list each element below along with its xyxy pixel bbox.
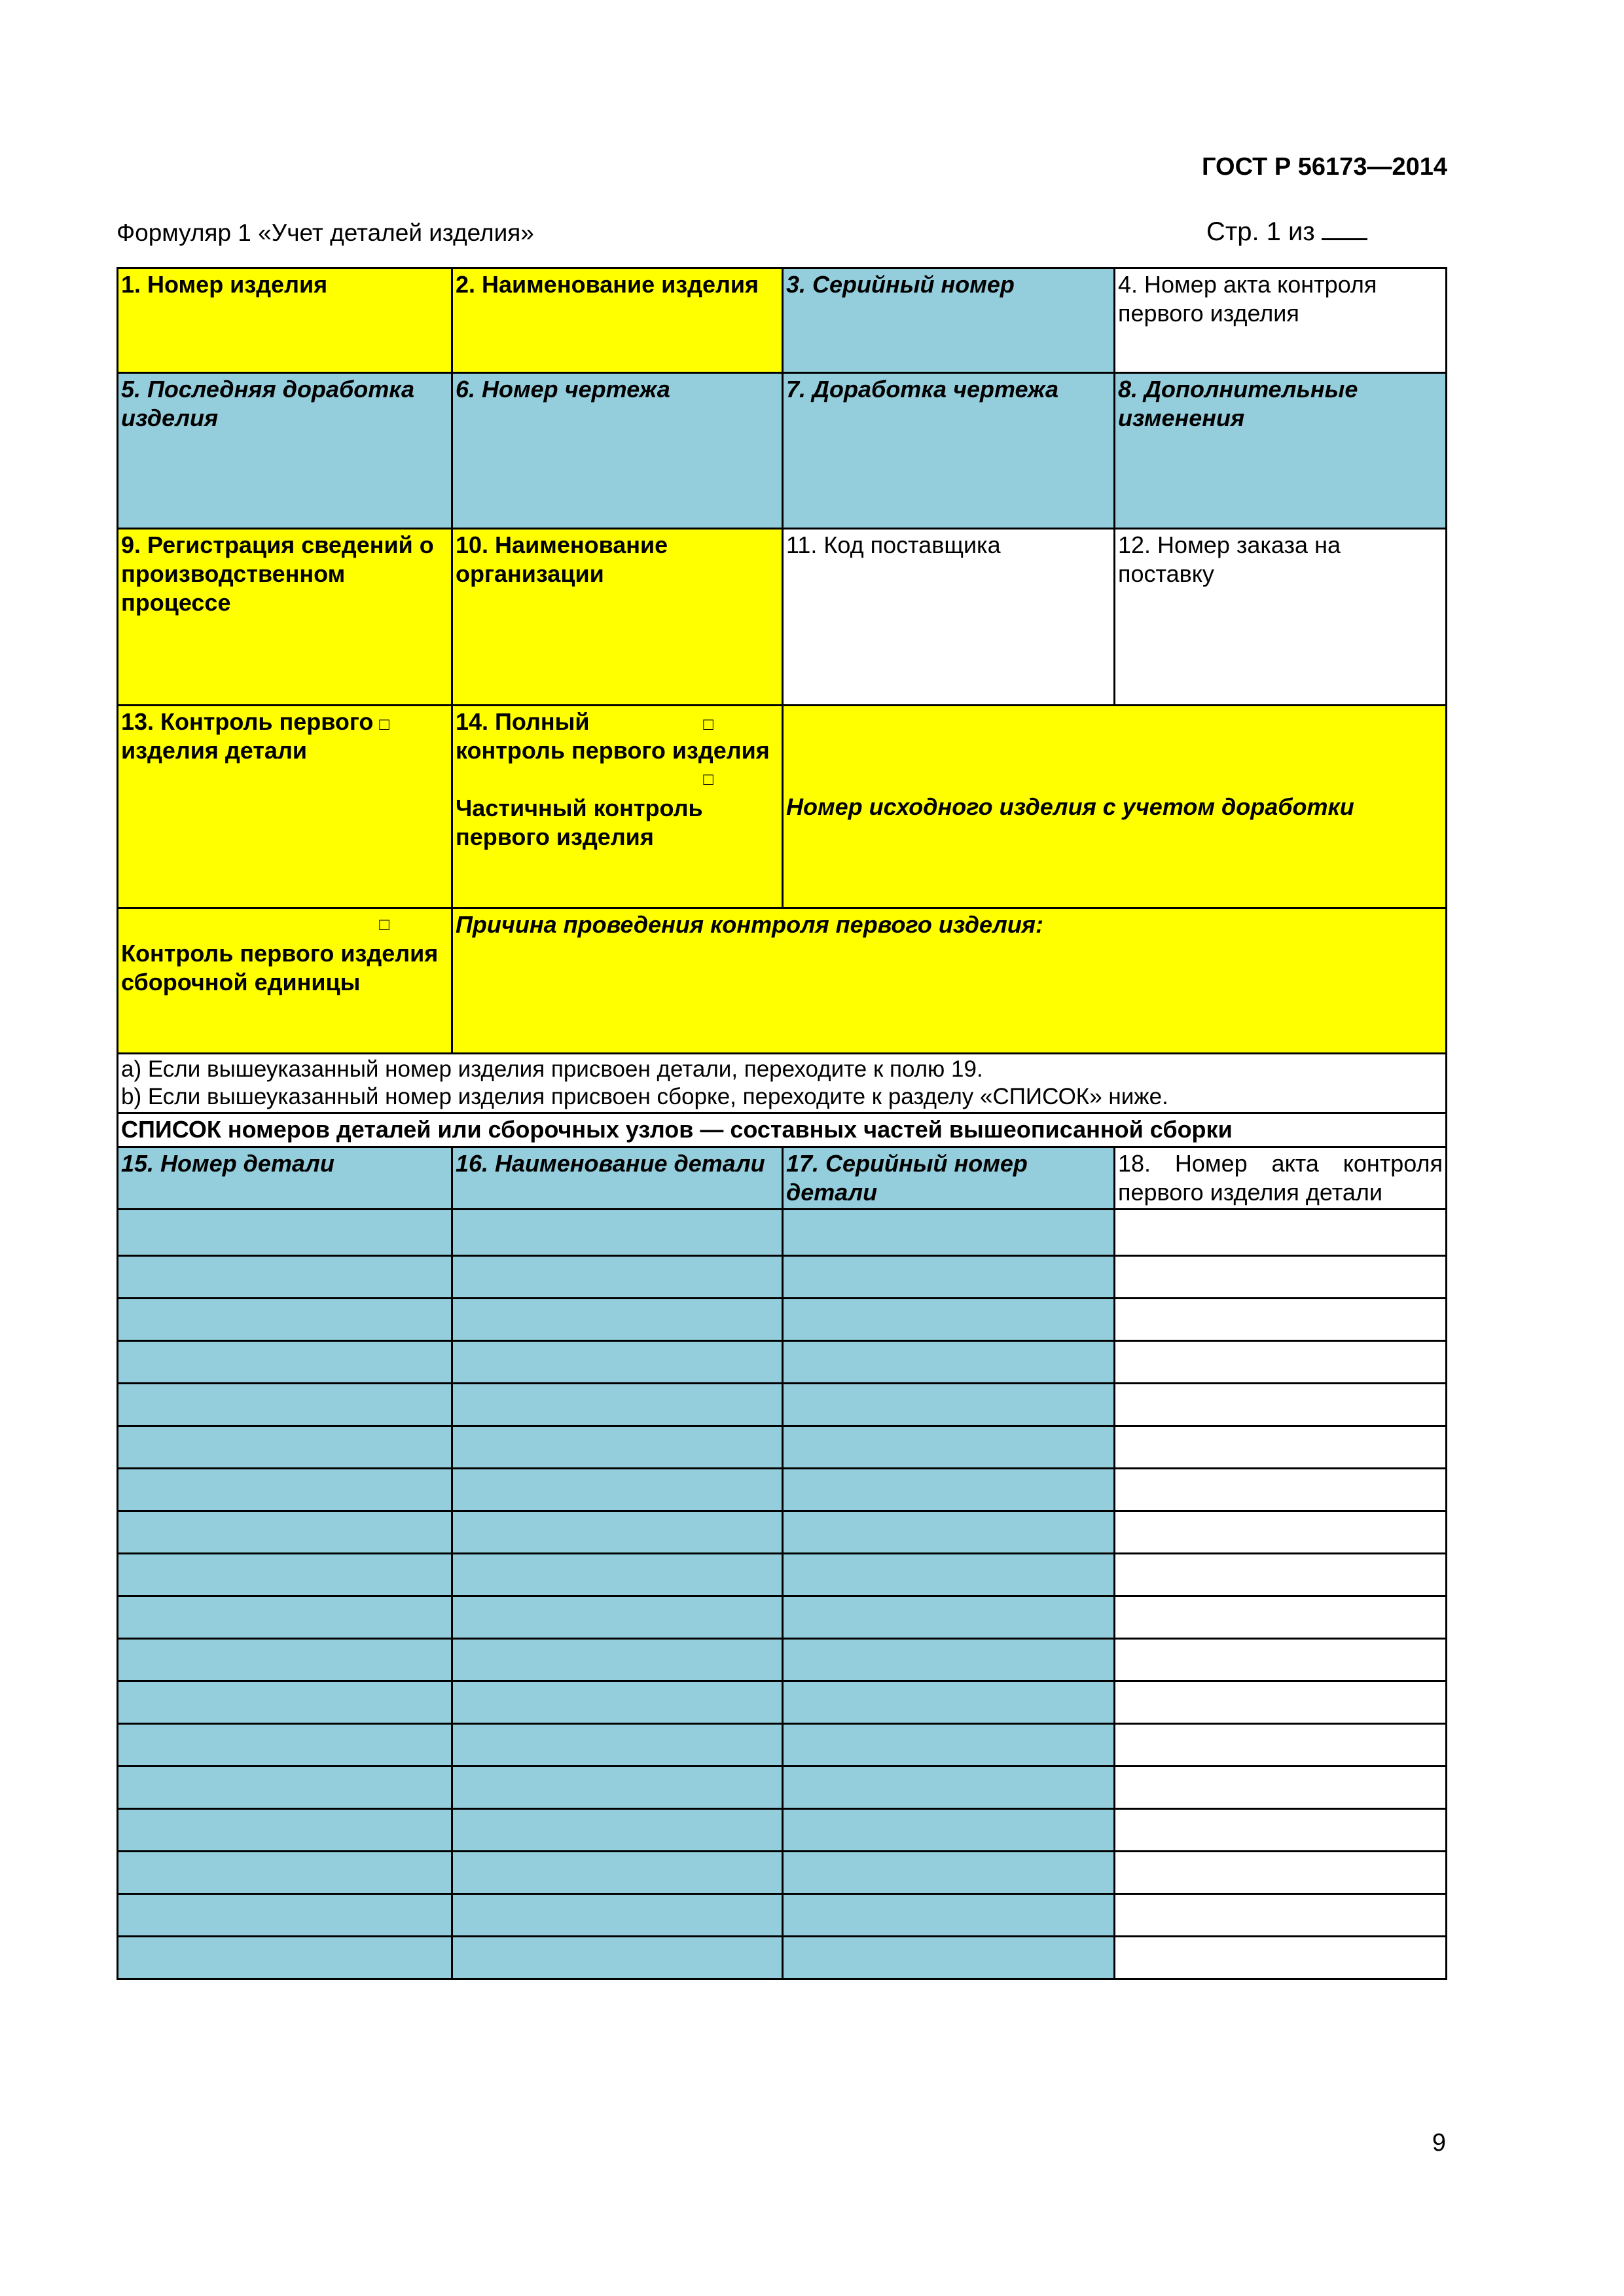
field-14-full-label: 14. Полный контроль первого изделия [456, 708, 770, 764]
checkbox-icon[interactable]: □ [703, 714, 713, 734]
list-cell-part-name[interactable] [452, 1426, 783, 1468]
assembly-fai[interactable] [118, 908, 452, 1054]
list-cell-part-name[interactable] [452, 1553, 783, 1596]
field-1-product-number[interactable]: 1. Номер изделия [118, 268, 452, 373]
list-row [118, 1893, 1447, 1936]
original-product-number[interactable]: Номер исходного изделия с учетом доработки [783, 706, 1447, 908]
form-table [117, 267, 1447, 1980]
document-code: ГОСТ Р 56173—2014 [1202, 153, 1447, 181]
list-row [118, 1209, 1447, 1255]
list-cell-part-number[interactable] [118, 1766, 452, 1808]
col-17-part-serial: 17. Серийный номер детали [783, 1147, 1115, 1210]
list-cell-part-number[interactable] [118, 1681, 452, 1723]
field-14-fai-type[interactable] [452, 706, 783, 908]
form-row-2 [118, 373, 1447, 529]
list-cell-part-name[interactable] [452, 1681, 783, 1723]
field-7-drawing-revision[interactable]: 7. Доработка чертежа [783, 373, 1115, 529]
list-cell-part-number[interactable] [118, 1596, 452, 1638]
list-cell-fai-report[interactable] [1115, 1511, 1447, 1553]
list-row [118, 1681, 1447, 1723]
list-row [118, 1723, 1447, 1766]
form-row-5 [118, 908, 1447, 1054]
list-cell-part-number[interactable] [118, 1340, 452, 1383]
list-cell-part-number[interactable] [118, 1936, 452, 1979]
field-5-last-revision[interactable]: 5. Последняя доработка изделия [118, 373, 452, 529]
list-row [118, 1766, 1447, 1808]
page-total-blank[interactable] [1322, 217, 1367, 240]
list-cell-part-name[interactable] [452, 1936, 783, 1979]
list-row [118, 1511, 1447, 1553]
list-cell-part-name[interactable] [452, 1851, 783, 1893]
instructions [118, 1054, 1447, 1113]
list-title-row [118, 1113, 1447, 1147]
list-cell-part-name[interactable] [452, 1638, 783, 1681]
checkbox-icon[interactable]: □ [379, 914, 389, 934]
field-10-organization-name[interactable]: 10. Наименование организации [452, 529, 783, 706]
list-header-row [118, 1147, 1447, 1210]
list-cell-fai-report[interactable] [1115, 1596, 1447, 1638]
list-row [118, 1468, 1447, 1511]
list-cell-part-serial[interactable] [783, 1340, 1115, 1383]
field-3-serial-number[interactable]: 3. Серийный номер [783, 268, 1115, 373]
list-cell-part-serial[interactable] [783, 1893, 1115, 1936]
list-cell-part-number[interactable] [118, 1383, 452, 1426]
list-cell-part-name[interactable] [452, 1298, 783, 1340]
list-cell-fai-report[interactable] [1115, 1893, 1447, 1936]
assembly-fai-label: Контроль первого изделия сборочной единицы [121, 940, 439, 996]
list-cell-part-name[interactable] [452, 1893, 783, 1936]
list-cell-part-name[interactable] [452, 1596, 783, 1638]
list-cell-fai-report[interactable] [1115, 1468, 1447, 1511]
notes-row [118, 1054, 1447, 1113]
field-4-fai-report-number[interactable]: 4. Номер акта контроля первого изделия [1115, 268, 1447, 373]
list-row [118, 1638, 1447, 1681]
list-cell-fai-report[interactable] [1115, 1851, 1447, 1893]
form-row-1 [118, 268, 1447, 373]
list-cell-fai-report[interactable] [1115, 1681, 1447, 1723]
list-row [118, 1298, 1447, 1340]
list-cell-part-number[interactable] [118, 1298, 452, 1340]
list-cell-part-number[interactable] [118, 1808, 452, 1851]
list-cell-part-serial[interactable] [783, 1723, 1115, 1766]
list-cell-part-number[interactable] [118, 1468, 452, 1511]
list-cell-part-serial[interactable] [783, 1468, 1115, 1511]
list-cell-part-serial[interactable] [783, 1681, 1115, 1723]
list-cell-part-name[interactable] [452, 1511, 783, 1553]
list-cell-fai-report[interactable] [1115, 1723, 1447, 1766]
list-cell-part-name[interactable] [452, 1255, 783, 1298]
list-cell-part-number[interactable] [118, 1851, 452, 1893]
list-cell-part-serial[interactable] [783, 1638, 1115, 1681]
list-row [118, 1596, 1447, 1638]
list-cell-part-number[interactable] [118, 1209, 452, 1255]
list-cell-fai-report[interactable] [1115, 1766, 1447, 1808]
field-2-product-name[interactable]: 2. Наименование изделия [452, 268, 783, 373]
list-cell-part-name[interactable] [452, 1383, 783, 1426]
list-cell-part-name[interactable] [452, 1723, 783, 1766]
list-cell-fai-report[interactable] [1115, 1209, 1447, 1255]
list-cell-part-name[interactable] [452, 1468, 783, 1511]
page-counter [1206, 217, 1367, 247]
list-cell-fai-report[interactable] [1115, 1936, 1447, 1979]
col-16-part-name: 16. Наименование детали [452, 1147, 783, 1210]
list-row [118, 1340, 1447, 1383]
list-cell-fai-report[interactable] [1115, 1255, 1447, 1298]
list-row [118, 1808, 1447, 1851]
field-6-drawing-number[interactable]: 6. Номер чертежа [452, 373, 783, 529]
list-cell-fai-report[interactable] [1115, 1426, 1447, 1468]
list-cell-fai-report[interactable] [1115, 1638, 1447, 1681]
list-cell-part-serial[interactable] [783, 1808, 1115, 1851]
list-cell-part-serial[interactable] [783, 1209, 1115, 1255]
list-cell-fai-report[interactable] [1115, 1553, 1447, 1596]
list-cell-part-name[interactable] [452, 1766, 783, 1808]
list-cell-part-serial[interactable] [783, 1255, 1115, 1298]
list-cell-part-serial[interactable] [783, 1426, 1115, 1468]
list-cell-part-serial[interactable] [783, 1298, 1115, 1340]
list-row [118, 1851, 1447, 1893]
list-row [118, 1936, 1447, 1979]
list-cell-fai-report[interactable] [1115, 1808, 1447, 1851]
list-cell-part-number[interactable] [118, 1723, 452, 1766]
form-title: Формуляр 1 «Учет деталей изделия» [117, 219, 534, 246]
field-12-purchase-order-number[interactable]: 12. Номер заказа на поставку [1115, 529, 1447, 706]
list-cell-part-number[interactable] [118, 1638, 452, 1681]
col-15-part-number: 15. Номер детали [118, 1147, 452, 1210]
checkbox-icon[interactable]: □ [379, 714, 389, 734]
list-cell-part-serial[interactable] [783, 1383, 1115, 1426]
list-cell-part-number[interactable] [118, 1553, 452, 1596]
list-cell-part-serial[interactable] [783, 1596, 1115, 1638]
list-cell-part-name[interactable] [452, 1209, 783, 1255]
list-cell-part-name[interactable] [452, 1340, 783, 1383]
list-cell-fai-report[interactable] [1115, 1298, 1447, 1340]
list-row [118, 1553, 1447, 1596]
col-18-part-fai-report: 18. Номер акта контроля первого изделия детали [1115, 1147, 1447, 1210]
page-number: 9 [1432, 2129, 1446, 2157]
field-13-part-fai[interactable] [118, 706, 452, 908]
field-13-label: 13. Контроль первого изделия детали [121, 708, 374, 764]
list-cell-part-number[interactable] [118, 1893, 452, 1936]
field-8-additional-changes[interactable]: 8. Дополнительные изменения [1115, 373, 1447, 529]
checkbox-icon[interactable]: □ [703, 768, 713, 789]
fai-reason[interactable]: Причина проведения контроля первого изделия: [452, 908, 1447, 1054]
field-11-supplier-code[interactable]: 11. Код поставщика [783, 529, 1115, 706]
list-cell-fai-report[interactable] [1115, 1383, 1447, 1426]
list-cell-fai-report[interactable] [1115, 1340, 1447, 1383]
list-cell-part-serial[interactable] [783, 1553, 1115, 1596]
list-cell-part-serial[interactable] [783, 1851, 1115, 1893]
list-row [118, 1426, 1447, 1468]
list-cell-part-number[interactable] [118, 1255, 452, 1298]
page-counter-label: Стр. 1 из [1206, 217, 1315, 246]
list-cell-part-number[interactable] [118, 1426, 452, 1468]
list-row [118, 1255, 1447, 1298]
list-cell-part-name[interactable] [452, 1808, 783, 1851]
list-title: СПИСОК номеров деталей или сборочных узлов — составных частей вышеописанной сборки [118, 1113, 1447, 1147]
list-row [118, 1383, 1447, 1426]
form-row-3 [118, 529, 1447, 706]
note-a: a) Если вышеуказанный номер изделия присвоен детали, переходите к полю 19. [121, 1056, 983, 1082]
list-cell-part-serial[interactable] [783, 1766, 1115, 1808]
list-cell-part-serial[interactable] [783, 1936, 1115, 1979]
list-cell-part-serial[interactable] [783, 1511, 1115, 1553]
form-row-4 [118, 706, 1447, 908]
note-b: b) Если вышеуказанный номер изделия присвоен сборке, переходите к разделу «СПИСОК» ниже. [121, 1084, 1168, 1109]
list-cell-part-number[interactable] [118, 1511, 452, 1553]
field-9-process-registration[interactable]: 9. Регистрация сведений о производственном процессе [118, 529, 452, 706]
field-14-partial-label: Частичный контроль первого изделия [456, 794, 703, 850]
